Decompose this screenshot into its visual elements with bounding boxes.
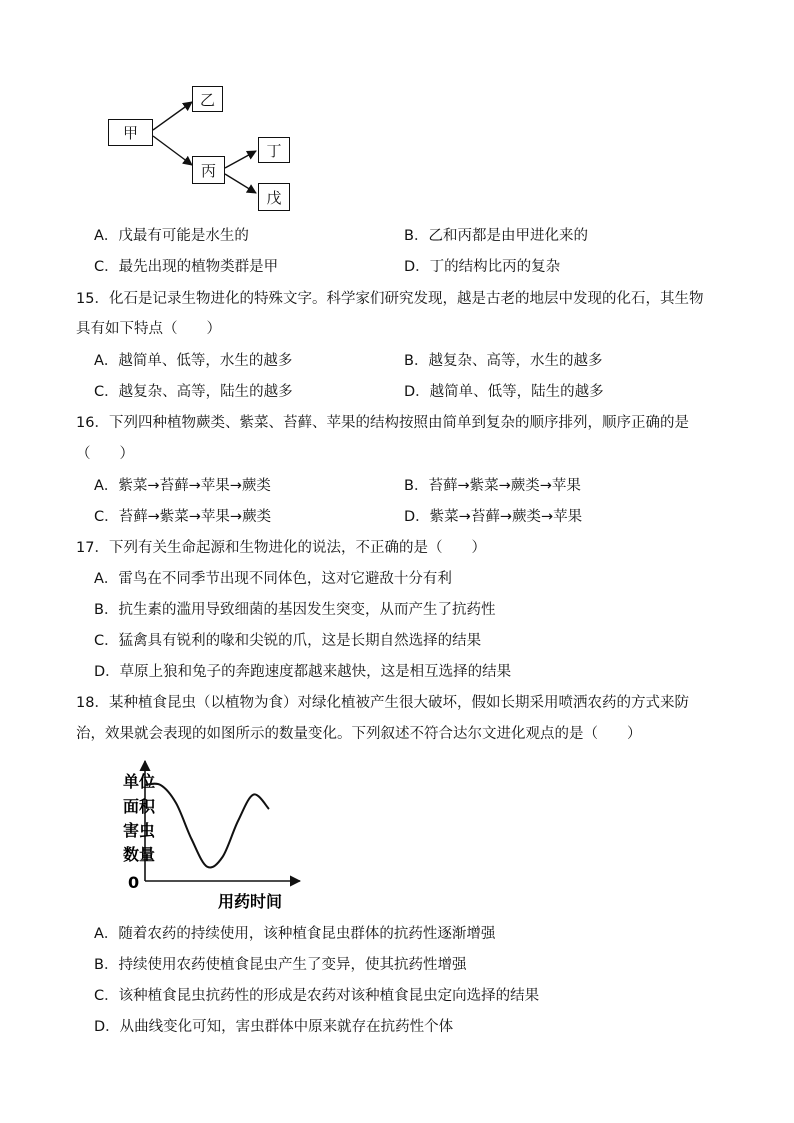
q15-stem-line2: 具有如下特点（ ） — [76, 321, 221, 337]
pest-population-chart — [90, 755, 320, 915]
q18-option-b: B．持续使用农药使植食昆虫产生了变异，使其抗药性增强 — [94, 957, 467, 973]
q14-option-c: C．最先出现的植物类群是甲 — [94, 259, 279, 275]
q16-option-c: C．苔藓→紫菜→苹果→蕨类 — [94, 509, 272, 525]
q16-stem-line2: （ ） — [76, 446, 134, 462]
q14-option-a: A．戊最有可能是水生的 — [94, 228, 249, 244]
diagram-arrows — [0, 0, 794, 230]
y-label-line-3: 害虫 — [123, 821, 156, 840]
node-bing: 丙 — [192, 156, 225, 184]
node-ding: 丁 — [258, 137, 290, 163]
q15-option-d: D．越简单、低等，陆生的越多 — [404, 384, 604, 400]
y-label-line-2: 面积 — [123, 797, 156, 816]
q17-stem: 17．下列有关生命起源和生物进化的说法，不正确的是（ ） — [76, 540, 486, 556]
q14-option-d: D．丁的结构比丙的复杂 — [404, 259, 561, 275]
q18-option-a: A．随着农药的持续使用，该种植食昆虫群体的抗药性逐渐增强 — [94, 926, 496, 942]
arrow-jia-bing — [153, 136, 192, 165]
q18-stem-line1: 18．某种植食昆虫（以植物为食）对绿化植被产生很大破坏，假如长期采用喷洒农药的方式来防 — [76, 695, 689, 711]
q18-option-d: D．从曲线变化可知，害虫群体中原来就存在抗药性个体 — [94, 1019, 454, 1035]
q15-option-c: C．越复杂、高等，陆生的越多 — [94, 384, 293, 400]
arrow-bing-ding — [225, 151, 256, 168]
q17-option-c: C．猛禽具有锐利的喙和尖锐的爪，这是长期自然选择的结果 — [94, 633, 482, 649]
q15-option-b: B．越复杂、高等，水生的越多 — [404, 353, 603, 369]
q16-option-d: D．紫菜→苔藓→蕨类→苹果 — [404, 509, 583, 525]
q18-stem-line2: 治，效果就会表现的如图所示的数量变化。下列叙述不符合达尔文进化观点的是（ ） — [76, 726, 642, 742]
q16-option-a: A．紫菜→苔藓→苹果→蕨类 — [94, 478, 271, 494]
x-axis-label: 用药时间 — [218, 892, 283, 911]
q18-option-c: C．该种植食昆虫抗药性的形成是农药对该种植食昆虫定向选择的结果 — [94, 988, 540, 1004]
q15-stem-line1: 15．化石是记录生物进化的特殊文字。科学家们研究发现，越是古老的地层中发现的化石，其生物 — [76, 291, 704, 307]
q16-stem-line1: 16．下列四种植物蕨类、紫菜、苔藓、苹果的结构按照由简单到复杂的顺序排列，顺序正确的是 — [76, 415, 689, 431]
node-yi: 乙 — [192, 86, 223, 112]
q17-option-a: A．雷鸟在不同季节出现不同体色，这对它避敌十分有利 — [94, 571, 452, 587]
q17-option-d: D．草原上狼和兔子的奔跑速度都越来越快，这是相互选择的结果 — [94, 664, 512, 680]
arrow-jia-yi — [153, 102, 192, 130]
q14-option-b: B．乙和丙都是由甲进化来的 — [404, 228, 588, 244]
arrow-bing-wu — [225, 174, 256, 193]
node-wu: 戊 — [258, 183, 290, 211]
node-jia: 甲 — [108, 119, 153, 146]
q16-option-b: B．苔藓→紫菜→蕨类→苹果 — [404, 478, 581, 494]
q17-option-b: B．抗生素的滥用导致细菌的基因发生突变，从而产生了抗药性 — [94, 602, 496, 618]
y-label-line-1: 单位 — [123, 772, 156, 791]
y-label-line-4: 数量 — [123, 845, 156, 864]
q15-option-a: A．越简单、低等，水生的越多 — [94, 353, 293, 369]
origin-label: 0 — [128, 873, 140, 892]
pest-population-curve — [145, 784, 269, 868]
